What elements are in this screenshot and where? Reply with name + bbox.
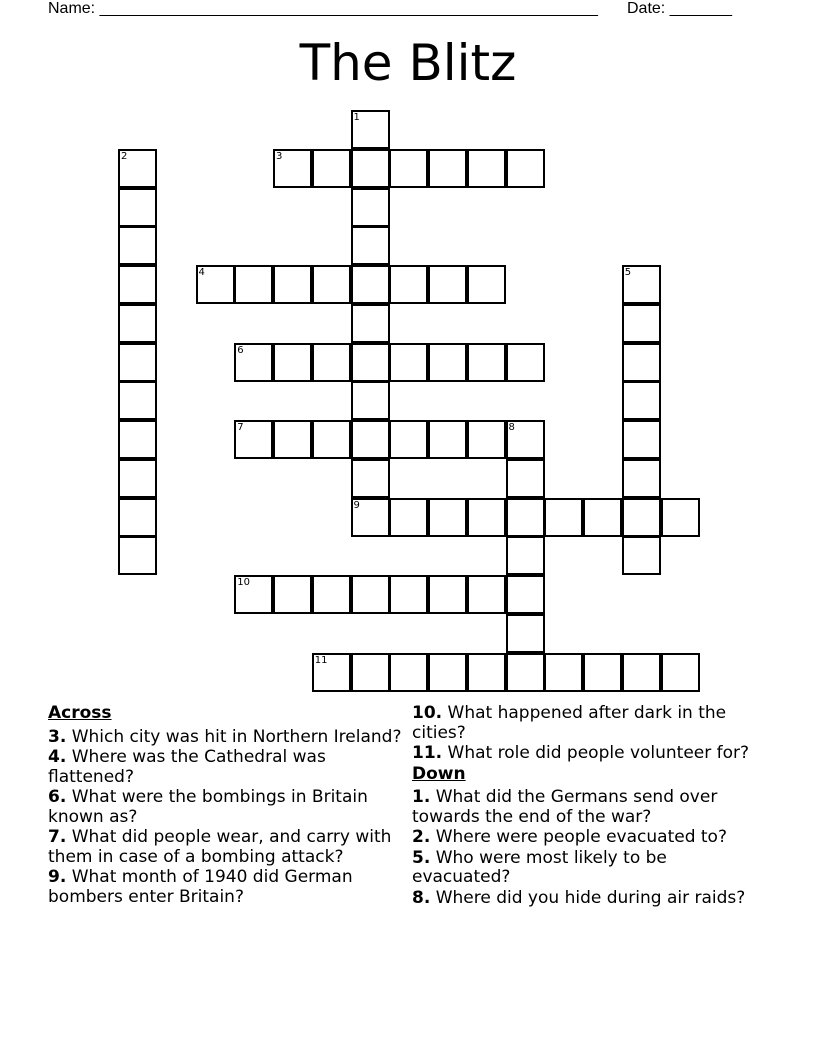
clue-down-1: 1. What did the Germans send over towards the end of the war? <box>412 787 718 827</box>
grid-cell[interactable] <box>389 420 428 459</box>
grid-cell[interactable] <box>506 575 545 614</box>
clue-number: 10 <box>237 577 250 588</box>
grid-cell[interactable] <box>312 575 351 614</box>
grid-cell[interactable] <box>622 459 661 498</box>
down-heading: Down <box>412 763 466 784</box>
grid-cell[interactable] <box>467 653 506 692</box>
clue-across-7: 7. What did people wear, and carry with them in case of a bombing attack? <box>48 827 392 867</box>
grid-cell[interactable] <box>351 188 390 227</box>
grid-cell[interactable] <box>467 265 506 304</box>
clue-across-9: 9. What month of 1940 did German bombers enter Britain? <box>48 867 353 907</box>
grid-cell[interactable] <box>467 343 506 382</box>
grid-cell[interactable] <box>506 459 545 498</box>
grid-cell[interactable] <box>389 653 428 692</box>
grid-cell[interactable] <box>273 343 312 382</box>
clue-across-11: 11. What role did people volunteer for? <box>412 743 750 763</box>
grid-cell[interactable] <box>622 498 661 537</box>
grid-cell[interactable] <box>428 265 467 304</box>
grid-cell[interactable] <box>234 575 273 614</box>
grid-cell[interactable] <box>273 149 312 188</box>
name-line: ________________________________________________________ <box>99 0 598 17</box>
grid-cell[interactable] <box>389 149 428 188</box>
grid-cell[interactable] <box>351 265 390 304</box>
grid-cell[interactable] <box>118 265 157 304</box>
grid-cell[interactable] <box>118 536 157 575</box>
grid-cell[interactable] <box>273 265 312 304</box>
date-label: Date: <box>627 0 666 17</box>
grid-cell[interactable] <box>467 498 506 537</box>
grid-cell[interactable] <box>622 653 661 692</box>
grid-cell[interactable] <box>118 459 157 498</box>
grid-cell[interactable] <box>273 420 312 459</box>
grid-cell[interactable] <box>234 265 273 304</box>
grid-cell[interactable] <box>428 575 467 614</box>
clue-number: 3 <box>276 150 283 162</box>
grid-cell[interactable] <box>351 498 390 537</box>
grid-cell[interactable] <box>622 343 661 382</box>
clue-down-8: 8. Where did you hide during air raids? <box>412 887 746 908</box>
clue-number: 4 <box>198 267 205 278</box>
grid-cell[interactable] <box>389 498 428 537</box>
grid-cell[interactable] <box>622 536 661 575</box>
grid-cell[interactable] <box>389 575 428 614</box>
grid-cell[interactable] <box>428 343 467 382</box>
grid-cell[interactable] <box>428 498 467 537</box>
grid-cell[interactable] <box>661 653 700 692</box>
grid-cell[interactable] <box>506 653 545 692</box>
grid-cell[interactable] <box>312 265 351 304</box>
grid-cell[interactable] <box>622 265 661 304</box>
grid-cell[interactable] <box>506 498 545 537</box>
grid-cell[interactable] <box>118 304 157 343</box>
grid-cell[interactable] <box>351 381 390 420</box>
grid-cell[interactable] <box>118 420 157 459</box>
grid-cell[interactable] <box>544 653 583 692</box>
grid-cell[interactable] <box>351 149 390 188</box>
grid-cell[interactable] <box>544 498 583 537</box>
grid-cell[interactable] <box>351 420 390 459</box>
across-heading: Across <box>48 703 112 723</box>
grid-cell[interactable] <box>351 575 390 614</box>
clue-across-6: 6. What were the bombings in Britain known as? <box>48 787 368 827</box>
grid-cell[interactable] <box>234 343 273 382</box>
grid-cell[interactable] <box>118 498 157 537</box>
grid-cell[interactable] <box>351 653 390 692</box>
grid-cell[interactable] <box>234 420 273 459</box>
grid-cell[interactable] <box>428 420 467 459</box>
grid-cell[interactable] <box>622 420 661 459</box>
grid-cell[interactable] <box>351 459 390 498</box>
grid-cell[interactable] <box>351 110 390 149</box>
grid-cell[interactable] <box>118 149 157 188</box>
grid-cell[interactable] <box>118 381 157 420</box>
grid-cell[interactable] <box>196 265 235 304</box>
grid-cell[interactable] <box>351 304 390 343</box>
clue-across-4: 4. Where was the Cathedral was flattened? <box>48 747 326 787</box>
grid-cell[interactable] <box>118 343 157 382</box>
grid-cell[interactable] <box>583 653 622 692</box>
grid-cell[interactable] <box>389 265 428 304</box>
grid-cell[interactable] <box>312 420 351 459</box>
grid-cell[interactable] <box>506 420 545 459</box>
grid-cell[interactable] <box>506 536 545 575</box>
grid-cell[interactable] <box>428 653 467 692</box>
clue-number: 1 <box>353 112 360 123</box>
grid-cell[interactable] <box>506 343 545 382</box>
clue-number: 6 <box>237 344 244 356</box>
grid-cell[interactable] <box>506 614 545 653</box>
clue-down-5: 5. Who were most likely to be evacuated? <box>412 847 667 887</box>
grid-cell[interactable] <box>312 343 351 382</box>
clue-across-3: 3. Which city was hit in Northern Ireland? <box>48 726 402 747</box>
grid-cell[interactable] <box>506 149 545 188</box>
page-title: The Blitz <box>299 34 517 92</box>
grid-cell[interactable] <box>351 343 390 382</box>
clues-column-right <box>412 704 757 909</box>
grid-cell[interactable] <box>467 575 506 614</box>
grid-cell[interactable] <box>389 343 428 382</box>
grid-cell[interactable] <box>118 188 157 227</box>
clue-number: 2 <box>121 150 128 162</box>
grid-cell[interactable] <box>467 149 506 188</box>
grid-cell[interactable] <box>351 226 390 265</box>
clue-number: 8 <box>508 422 515 433</box>
grid-cell[interactable] <box>467 420 506 459</box>
grid-cell[interactable] <box>118 226 157 265</box>
date-line: _______ <box>669 0 732 17</box>
grid-cell[interactable] <box>622 304 661 343</box>
grid-cell[interactable] <box>428 149 467 188</box>
grid-cell[interactable] <box>312 653 351 692</box>
clue-number: 11 <box>314 654 328 666</box>
clue-across-10: 10. What happened after dark in the cities? <box>412 703 727 743</box>
clue-number: 7 <box>237 422 244 433</box>
clues-column-left <box>48 704 403 908</box>
grid-cell[interactable] <box>273 575 312 614</box>
name-label: Name: <box>48 0 96 17</box>
grid-cell[interactable] <box>661 498 700 537</box>
clue-down-2: 2. Where were people evacuated to? <box>412 827 727 847</box>
grid-cell[interactable] <box>312 149 351 188</box>
clue-number: 5 <box>624 267 632 278</box>
grid-cell[interactable] <box>622 381 661 420</box>
grid-cell[interactable] <box>583 498 622 537</box>
clue-number: 9 <box>353 499 360 511</box>
